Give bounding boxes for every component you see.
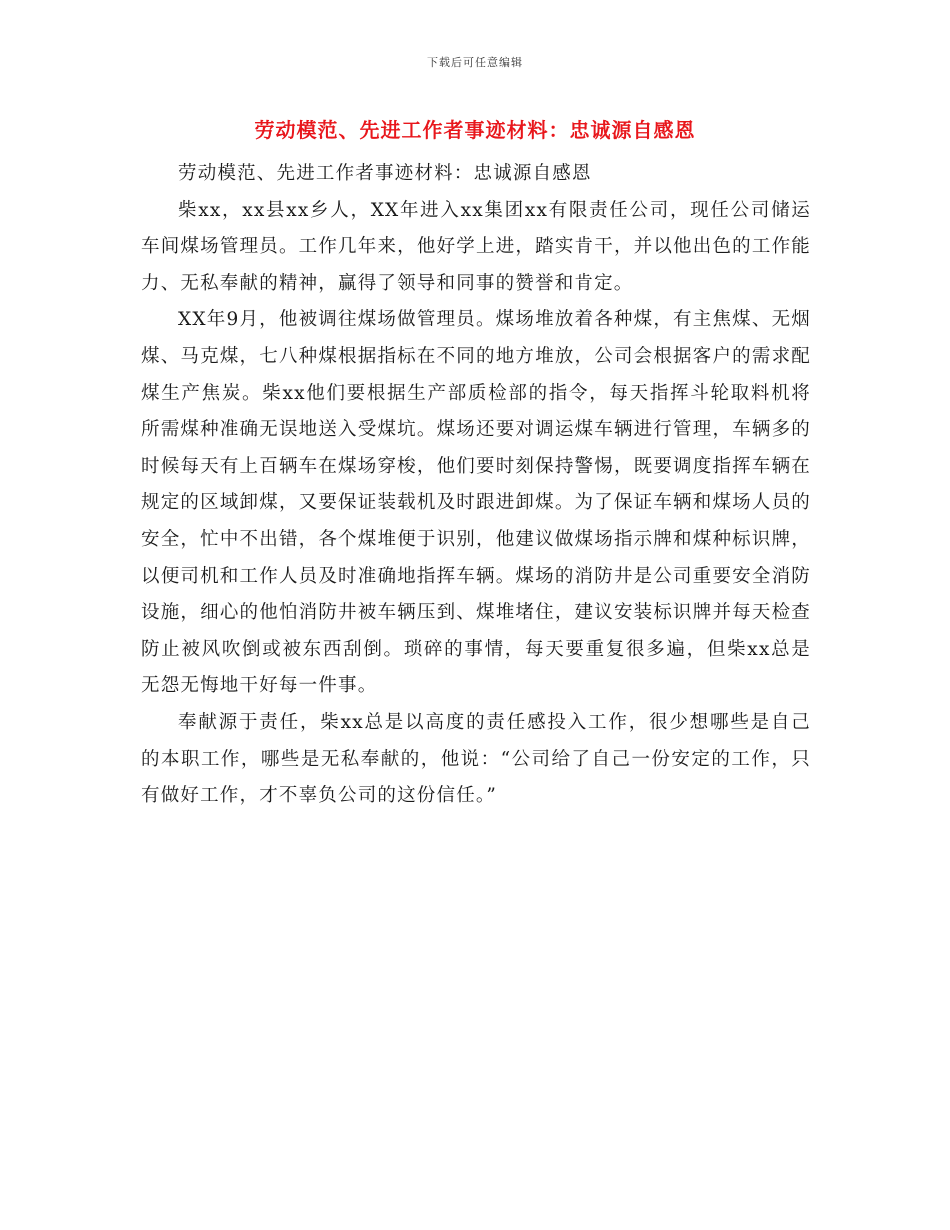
header-note: 下载后可任意编辑 [427,56,523,69]
document-body [141,156,811,815]
paragraph-dedication: 奉献源于责任，柴xx总是以高度的责任感投入工作，很少想哪些是自己的本职工作，哪些是无私奉献的，他说：“公司给了自己一份安定的工作，只有做好工作，才不辜负公司的这份信任。” [141,711,811,807]
paragraph-coal-yard: XX年9月，他被调往煤场做管理员。煤场堆放着各种煤，有主焦煤、无烟煤、马克煤，七八种煤根据指标在不同的地方堆放，公司会根据客户的需求配煤生产焦炭。柴xx他们要根据生产部质检部的指令，每天指挥斗轮取料机将所需煤种准确无误地送入受煤坑。煤场还要对调运煤车辆进行管理，车辆多的时候每天有上百辆车在煤场穿梭，他们要时刻保持警惕，既要调度指挥车辆在规定的区域卸煤，又要保证装载机及时跟进卸煤。为了保证车辆和煤场人员的安全，忙中不出错，各个煤堆便于识别，他建议做煤场指示牌和煤种标识牌，以便司机和工作人员及时准确地指挥车辆。煤场的消防井是公司重要安全消防设施，细心的他怕消防井被车辆压到、煤堆堵住，建议安装标识牌并每天检查防止被风吹倒或被东西刮倒。琐碎的事情，每天要重复很多遍，但柴xx总是无怨无悔地干好每一件事。 [141,309,811,697]
paragraph-intro: 柴xx，xx县xx乡人，XX年进入xx集团xx有限责任公司，现任公司储运车间煤场管理员。工作几年来，他好学上进，踏实肯干，并以他出色的工作能力、无私奉献的精神，赢得了领导和同事的赞誉和肯定。 [141,199,811,294]
paragraph-subtitle: 劳动模范、先进工作者事迹材料：忠诚源自感恩 [178,163,592,184]
document-title: 劳动模范、先进工作者事迹材料：忠诚源自感恩 [254,118,696,142]
